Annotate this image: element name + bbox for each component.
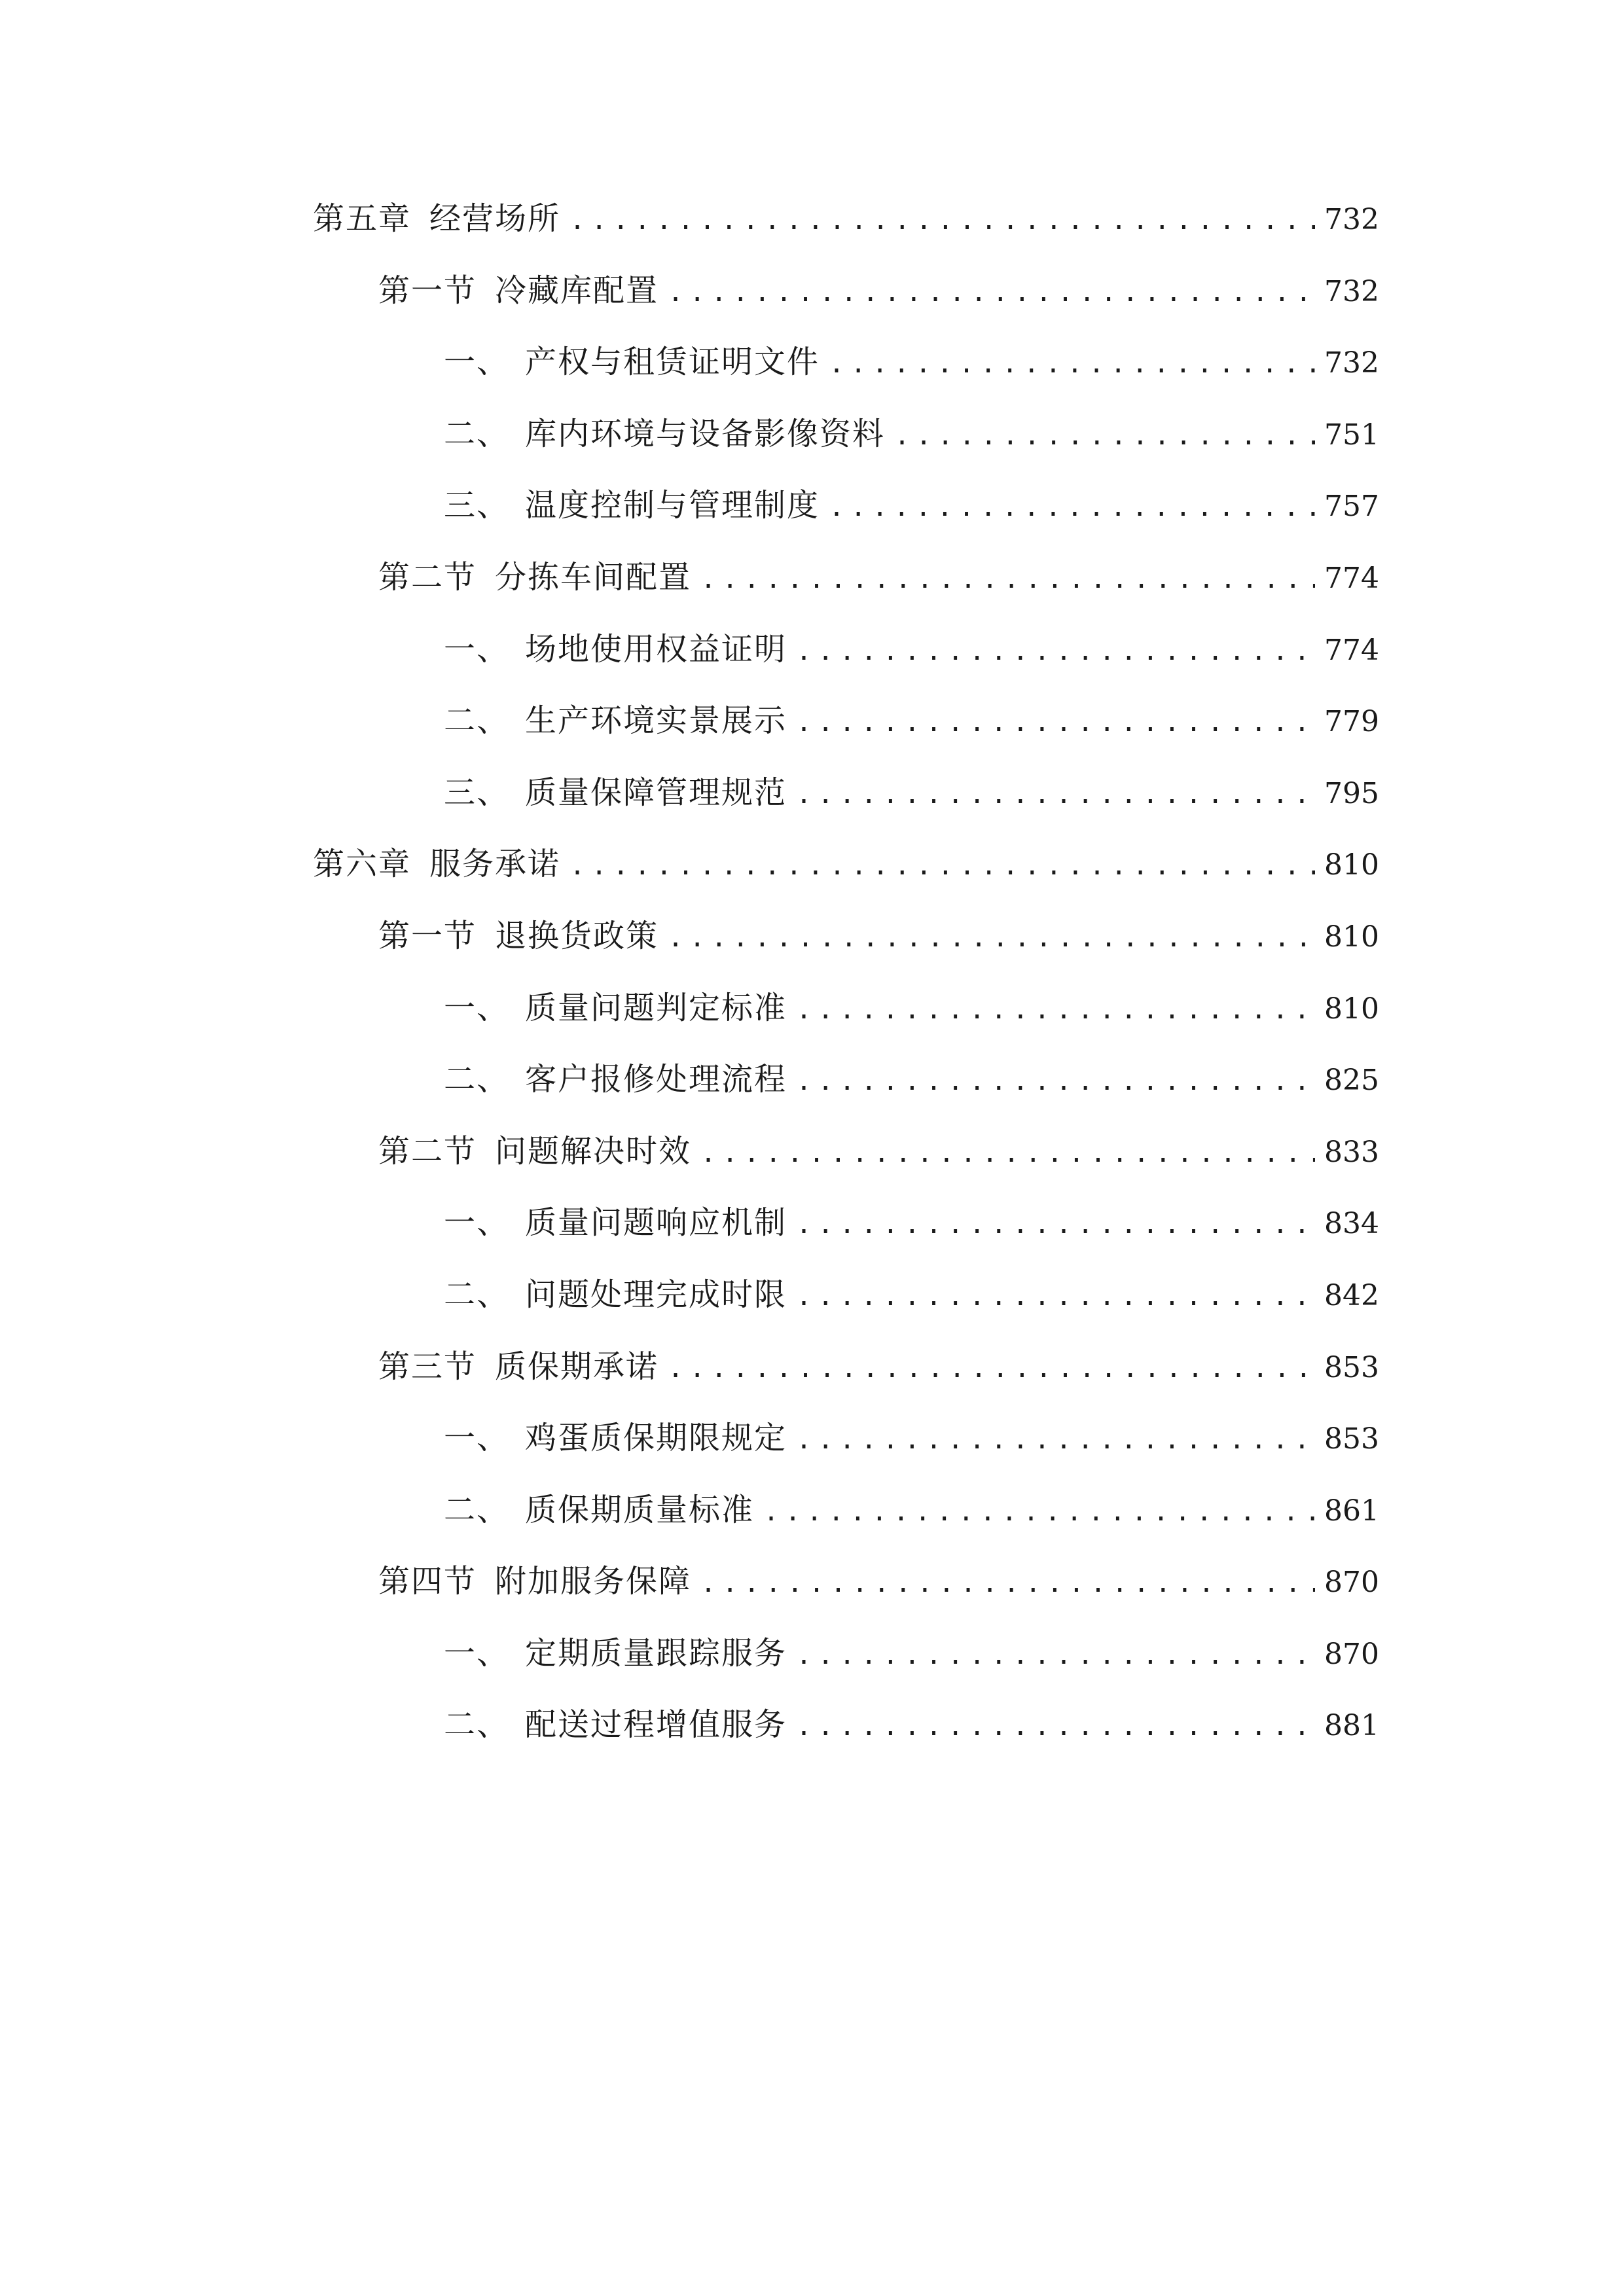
toc-entry-number: 二、 [444,702,510,740]
toc-entry-page: 779 [1324,705,1379,739]
toc-entry-title: 服务承诺 [429,846,561,883]
toc-entry-page: 881 [1324,1709,1379,1743]
toc-leader-dots [796,695,1315,750]
toc-entry-page: 795 [1324,776,1379,810]
toc-entry-number: 一、 [444,630,510,668]
toc-entry-title: 配送过程增值服务 [525,1706,787,1744]
toc-entry-number: 第二节 [378,1132,477,1170]
toc-entry-title: 质保期承诺 [495,1348,659,1385]
toc-leader-dots [668,910,1315,965]
toc-entry-page: 870 [1324,1566,1379,1600]
toc-entry-number: 第三节 [378,1348,477,1385]
toc-entry[interactable] [313,765,1377,837]
toc-entry[interactable] [313,693,1377,765]
toc-entry-title: 质量保障管理规范 [525,774,787,811]
toc-entry[interactable] [313,1626,1377,1698]
toc-entry-page: 732 [1324,203,1379,236]
toc-leader-dots [796,1054,1315,1109]
toc-entry-number: 第四节 [378,1563,477,1600]
toc-leader-dots [796,1628,1315,1683]
toc-entry-title: 质量问题判定标准 [525,989,787,1026]
toc-leader-dots [569,838,1315,893]
toc-leader-dots [700,552,1315,607]
toc-entry-number: 二、 [444,415,510,452]
toc-entry[interactable] [313,1339,1377,1411]
toc-leader-dots [796,982,1315,1037]
toc-entry-number: 一、 [444,1204,510,1242]
toc-entry-page: 751 [1324,418,1379,452]
toc-entry-page: 732 [1324,274,1379,308]
toc-entry-number: 第一节 [378,272,477,309]
toc-entry-number: 三、 [444,774,510,811]
toc-entry-title: 退换货政策 [495,917,659,954]
toc-entry-number: 三、 [444,487,510,524]
toc-entry-page: 810 [1324,992,1379,1026]
toc-entry[interactable] [313,622,1377,694]
toc-entry-title: 定期质量跟踪服务 [525,1634,787,1672]
toc-entry-number: 二、 [444,1491,510,1528]
toc-entry-page: 825 [1324,1064,1379,1098]
toc-entry-title: 冷藏库配置 [495,272,659,309]
toc-entry-number: 二、 [444,1061,510,1098]
toc-entry-number: 二、 [444,1706,510,1744]
toc-entry[interactable] [313,334,1377,406]
toc-entry-page: 774 [1324,633,1379,667]
toc-entry[interactable] [313,263,1377,335]
toc-entry-title: 库内环境与设备影像资料 [525,415,886,452]
toc-entry-title: 鸡蛋质保期限规定 [525,1420,787,1457]
toc-entry[interactable] [313,1124,1377,1196]
toc-entry[interactable] [313,1410,1377,1482]
toc-entry[interactable] [313,1195,1377,1267]
toc-leader-dots [700,1126,1315,1181]
toc-entry-page: 810 [1324,920,1379,954]
toc-entry[interactable] [313,1482,1377,1554]
toc-entry-number: 第一节 [378,917,477,954]
toc-entry-title: 问题处理完成时限 [525,1276,787,1313]
toc-entry[interactable] [313,191,1377,263]
toc-entry-title: 经营场所 [429,200,561,237]
toc-entry-page: 834 [1324,1207,1379,1241]
toc-entry-number: 第二节 [378,558,477,596]
toc-entry-title: 温度控制与管理制度 [525,487,820,524]
toc-leader-dots [668,265,1315,320]
toc-leader-dots [763,1484,1315,1539]
toc-entry[interactable] [313,1554,1377,1626]
toc-leader-dots [796,1699,1315,1754]
toc-entry[interactable] [313,1267,1377,1339]
toc-entry-title: 问题解决时效 [495,1132,692,1170]
toc-entry-number: 二、 [444,1276,510,1313]
toc-entry-page: 842 [1324,1278,1379,1312]
toc-entry-title: 质保期质量标准 [525,1491,755,1528]
toc-entry-title: 客户报修处理流程 [525,1061,787,1098]
toc-leader-dots [894,408,1315,463]
toc-entry-title: 分拣车间配置 [495,558,692,596]
toc-leader-dots [829,480,1315,535]
toc-leader-dots [796,624,1315,679]
toc-leader-dots [796,1412,1315,1467]
toc-entry-page: 774 [1324,561,1379,595]
toc-entry-page: 833 [1324,1135,1379,1169]
toc-entry[interactable] [313,980,1377,1052]
toc-entry-page: 853 [1324,1422,1379,1456]
toc-entry[interactable] [313,1697,1377,1769]
toc-entry[interactable] [313,478,1377,550]
toc-leader-dots [796,1269,1315,1324]
toc-leader-dots [796,1197,1315,1252]
toc-leader-dots [700,1556,1315,1611]
toc-entry-page: 870 [1324,1637,1379,1671]
toc-leader-dots [796,767,1315,822]
toc-entry-title: 质量问题响应机制 [525,1204,787,1242]
toc-entry[interactable] [313,550,1377,622]
toc-entry-number: 第五章 [313,200,412,237]
toc-entry-page: 861 [1324,1494,1379,1528]
toc-leader-dots [569,193,1315,248]
toc-entry-title: 附加服务保障 [495,1563,692,1600]
toc-entry-number: 一、 [444,1420,510,1457]
toc-entry-page: 810 [1324,848,1379,882]
toc-entry-page: 757 [1324,490,1379,524]
toc-entry[interactable] [313,836,1377,908]
toc-entry-number: 第六章 [313,846,412,883]
table-of-contents [313,191,1377,1769]
toc-entry-title: 场地使用权益证明 [525,630,787,668]
toc-leader-dots [829,336,1315,391]
toc-entry-number: 一、 [444,344,510,381]
toc-entry[interactable] [313,406,1377,478]
toc-entry-page: 853 [1324,1350,1379,1384]
toc-entry-page: 732 [1324,346,1379,380]
toc-entry[interactable] [313,1052,1377,1124]
toc-leader-dots [668,1341,1315,1396]
toc-entry[interactable] [313,908,1377,980]
toc-entry-title: 产权与租赁证明文件 [525,344,820,381]
toc-entry-title: 生产环境实景展示 [525,702,787,740]
toc-entry-number: 一、 [444,1634,510,1672]
toc-entry-number: 一、 [444,989,510,1026]
